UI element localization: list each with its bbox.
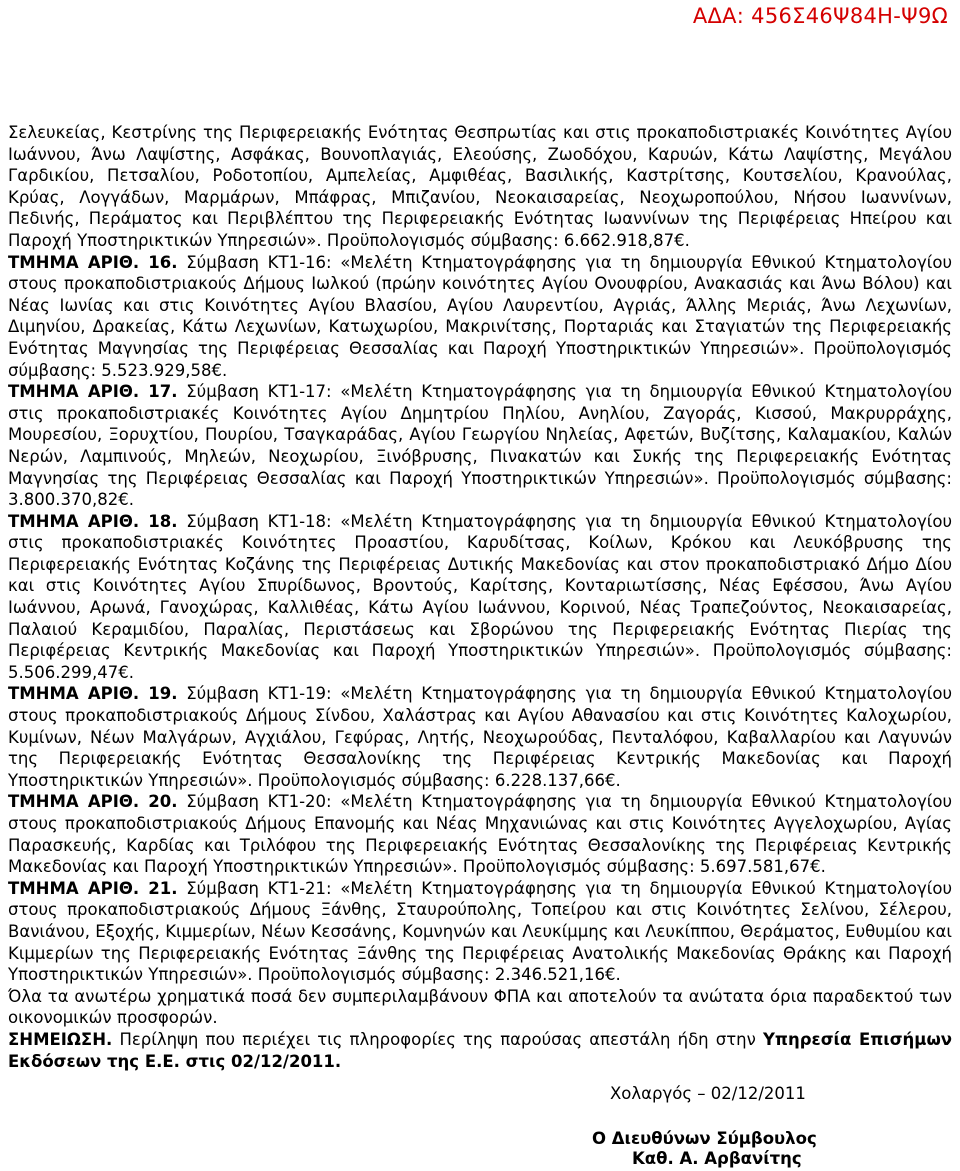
section-label: ΤΜΗΜΑ ΑΡΙΘ. 20. bbox=[8, 792, 178, 812]
note-paragraph bbox=[8, 1029, 952, 1072]
section-21 bbox=[8, 878, 952, 986]
signatory-title: Ο Διευθύνων Σύμβουλος bbox=[592, 1129, 817, 1148]
section-18 bbox=[8, 511, 952, 684]
section-20 bbox=[8, 791, 952, 877]
section-text: Σύμβαση ΚΤ1-19: «Μελέτη Κτηματογράφησης για τη δημιουργία Εθνικού Κτηματολογίου στους προκαποδιστριακούς Δήμους Σίνδου, Χαλάστρας και Αγίου Αθανασίου και στις Κοινότητες Καλοχωρίου, Κυμίνων, Νέων Μαλγάρων, Αγχιάλου, Γεφύρας, Λητής, Νεοχωρούδας, Πενταλόφου, Καβαλλαρίου και Λαγυνών της Περιφερειακής Ενότητας Θεσσαλονίκης της Περιφέρειας Κεντρικής Μακεδονίας και Παροχή Υποστηρικτικών Υπηρεσιών». Προϋπολογισμός σύμβασης: 6.228.137,66€. bbox=[8, 684, 952, 790]
section-text: Σύμβαση ΚΤ1-20: «Μελέτη Κτηματογράφησης για τη δημιουργία Εθνικού Κτηματολογίου στους προκαποδιστριακούς Δήμους Επανομής και Νέας Μηχανιώνας και στις Κοινότητες Αγγελοχωρίου, Αγίας Παρασκευής, Καρδίας και Τριλόφου της Περιφερειακής Ενότητας Θεσσαλονίκης της Περιφέρειας Κεντρικής Μακεδονίας και Παροχή Υποστηρικτικών Υπηρεσιών». Προϋπολογισμός σύμβασης: 5.697.581,67€. bbox=[8, 792, 952, 877]
section-text: Σύμβαση ΚΤ1-21: «Μελέτη Κτηματογράφησης για τη δημιουργία Εθνικού Κτηματολογίου στους προκαποδιστριακούς Δήμους Ξάνθης, Σταυρούπολης, Τοπείρου και στις Κοινότητες Σελίνου, Σέλερου, Βανιάνου, Εξοχής, Κιμμερίων, Νέων Κεσσάνης, Κομνηνών και Λευκίμμης και Λευκίππου, Θεράματος, Ευθυμίου και Κιμμερίων της Περιφερειακής Ενότητας Ξάνθης της Περιφέρειας Ανατολικής Μακεδονίας Θράκης και Παροχή Υποστηρικτικών Υπηρεσιών». Προϋπολογισμός σύμβασης: 2.346.521,16€. bbox=[8, 878, 952, 985]
section-label: ΤΜΗΜΑ ΑΡΙΘ. 18. bbox=[8, 511, 178, 531]
intro-paragraph: Σελευκείας, Κεστρίνης της Περιφερειακής Ενότητας Θεσπρωτίας και στις προκαποδιστριακές Κοινότητες Αγίου Ιωάννου, Άνω Λαψίστης, Ασφάκας, Βουνοπλαγιάς, Ελεούσης, Ζωοδόχου, Καρυών, Κάτω Λαψίστης, Μεγάλου Γαρδικίου, Πετσαλίου, Ροδοτοπίου, Αμπελείας, Αμφιθέας, Βασιλικής, Καστρίτσης, Κουτσελίου, Κρανούλας, Κρύας, Λογγάδων, Μαρμάρων, Μπάφρας, Μπιζανίου, Νεοκαισαρείας, Νεοχωροπούλου, Νήσου Ιωαννίνων, Πεδινής, Περάματος και Περιβλέπτου της Περιφερειακής Ενότητας Ιωαννίνων της Περιφέρειας Ηπείρου και Παροχή Υποστηρικτικών Υπηρεσιών». Προϋπολογισμός σύμβασης: 6.662.918,87€. bbox=[8, 123, 952, 250]
note-label: ΣΗΜΕΙΩΣΗ. bbox=[8, 1029, 113, 1049]
section-label: ΤΜΗΜΑ ΑΡΙΘ. 21. bbox=[8, 878, 178, 898]
note-bold-tail: Υπηρεσία Επισήμων Εκδόσεων της Ε.Ε. στις 02/12/2011. bbox=[8, 1029, 953, 1071]
section-16 bbox=[8, 252, 952, 382]
place-date: Χολαργός – 02/12/2011 bbox=[610, 1084, 806, 1103]
section-19 bbox=[8, 683, 952, 791]
section-17 bbox=[8, 381, 952, 511]
section-label: ΤΜΗΜΑ ΑΡΙΘ. 19. bbox=[8, 684, 178, 704]
note-text: Περίληψη που περιέχει τις πληροφορίες της παρούσας απεστάλη ήδη στην bbox=[119, 1029, 756, 1049]
section-text: Σύμβαση ΚΤ1-18: «Μελέτη Κτηματογράφησης για τη δημιουργία Εθνικού Κτηματολογίου στις προκαποδιστριακές Κοινότητες Προαστίου, Καρυδίτσας, Κοίλων, Κρόκου και Λευκόβρυσης της Περιφερειακής Ενότητας Κοζάνης της Περιφέρειας Δυτικής Μακεδονίας και στον προκαποδιστριακό Δήμο Δίου και στις Κοινότητες Αγίου Σπυρίδωνος, Βροντούς, Καρίτσης, Κονταριωτίσσης, Νέας Εφέσσου, Άνω Αγίου Ιωάννου, Αρωνά, Γανοχώρας, Καλλιθέας, Κάτω Αγίου Ιωάννου, Κορινού, Νέας Τραπεζούντος, Νεοκαισαρείας, Παλαιού Κεραμιδίου, Παραλίας, Περιστάσεως και Σβορώνου της Περιφερειακής Ενότητας Πιερίας της Περιφέρειας Κεντρικής Μακεδονίας και Παροχή Υποστηρικτικών Υπηρεσιών». Προϋπολογισμός σύμβασης: 5.506.299,47€. bbox=[8, 511, 952, 682]
signatory-name: Καθ. Α. Αρβανίτης bbox=[632, 1149, 802, 1168]
ada-code: ΑΔΑ: 456Σ46Ψ84Η-Ψ9Ω bbox=[692, 4, 948, 28]
section-text: Σύμβαση ΚΤ1-16: «Μελέτη Κτηματογράφησης για τη δημιουργία Εθνικού Κτηματολογίου στους προκαποδιστριακούς Δήμους Ιωλκού (πρώην κοινότητες Αγίου Ονουφρίου, Ανακασιάς και Άνω Βόλου) και Νέας Ιωνίας και στις Κοινότητες Αγίου Βλασίου, Αγίου Λαυρεντίου, Αγριάς, Άλλης Μεριάς, Άνω Λεχωνίων, Διμηνίου, Δρακείας, Κάτω Λεχωνίων, Κατωχωρίου, Μακρινίτσης, Πορταριάς και Σταγιατών της Περιφερειακής Ενότητας Μαγνησίας της Περιφέρειας Θεσσαλίας και Παροχή Υποστηρικτικών Υπηρεσιών». Προϋπολογισμός σύμβασης: 5.523.929,58€. bbox=[8, 252, 952, 380]
section-label: ΤΜΗΜΑ ΑΡΙΘ. 17. bbox=[8, 382, 178, 402]
document-body bbox=[8, 122, 952, 1072]
vat-note: Όλα τα ανωτέρω χρηματικά ποσά δεν συμπεριλαμβάνουν ΦΠΑ και αποτελούν τα ανώτατα όρια παραδεκτού των οικονομικών προσφορών. bbox=[8, 986, 952, 1028]
section-label: ΤΜΗΜΑ ΑΡΙΘ. 16. bbox=[8, 252, 178, 272]
section-text: Σύμβαση ΚΤ1-17: «Μελέτη Κτηματογράφησης για τη δημιουργία Εθνικού Κτηματολογίου στις προκαποδιστριακές Κοινότητες Αγίου Δημητρίου Πηλίου, Ανηλίου, Ζαγοράς, Κισσού, Μακρυρράχης, Μουρεσίου, Ξορυχτίου, Πουρίου, Τσαγκαράδας, Αγίου Γεωργίου Νηλείας, Αφετών, Βυζίτσης, Καλαμακίου, Καλών Νερών, Λαμπινούς, Μηλεών, Νεοχωρίου, Ξινόβρυσης, Πινακατών και Συκής της Περιφερειακής Ενότητας Μαγνησίας της Περιφέρειας Θεσσαλίας και Παροχή Υποστηρικτικών Υπηρεσιών». Προϋπολογισμός σύμβασης: 3.800.370,82€. bbox=[8, 382, 952, 510]
